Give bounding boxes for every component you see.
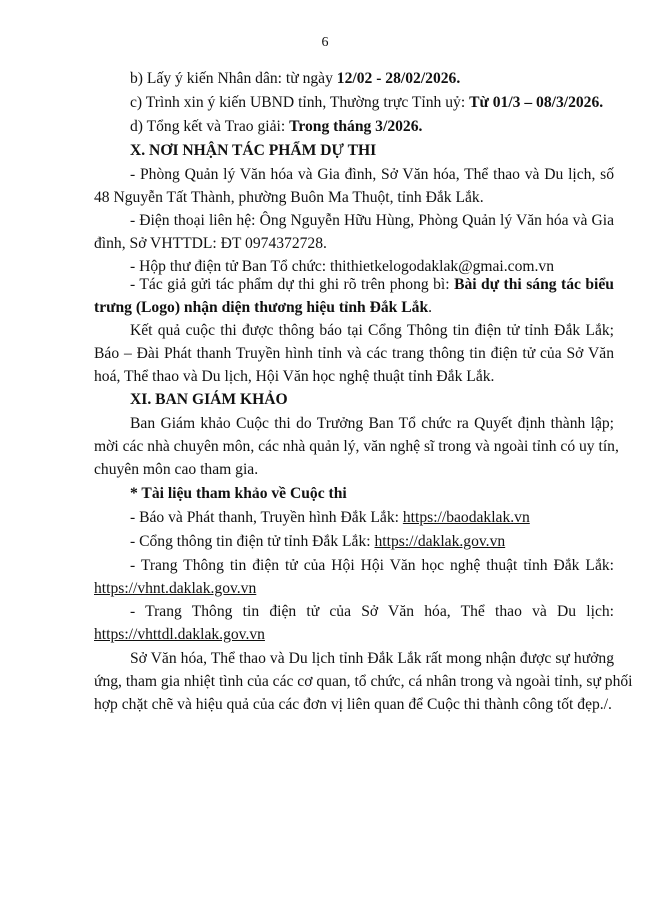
closing-line-2: ứng, tham gia nhiệt tình của các cơ quan, tổ chức, cá nhân trong và ngoài tỉnh, sự phối xyxy=(94,673,633,690)
references-heading: * Tài liệu tham khảo về Cuộc thi xyxy=(130,485,347,502)
jury-line-2: mời các nhà chuyên môn, các nhà quản lý, văn nghệ sĩ trong và ngoài tỉnh có uy tín, xyxy=(94,438,619,455)
section-x-heading: X. NƠI NHẬN TÁC PHẨM DỰ THI xyxy=(130,142,377,159)
reference-item-label: - Trang Thông tin điện tử của Sở Văn hóa, Thể thao và Du lịch: xyxy=(130,603,614,620)
page-number: 6 xyxy=(321,35,329,50)
reference-item: - Báo và Phát thanh, Truyền hình Đắk Lắk: https://baodaklak.vn xyxy=(130,509,530,526)
reference-link[interactable]: https://baodaklak.vn xyxy=(402,509,530,526)
closing-line-1: Sở Văn hóa, Thể thao và Du lịch tỉnh Đắk Lắk rất mong nhận được sự hưởng xyxy=(130,650,614,667)
closing-line-3: hợp chặt chẽ và hiệu quả của các đơn vị liên quan để Cuộc thi thành công tốt đẹp./. xyxy=(94,696,612,713)
reference-item: - Cổng thông tin điện tử tỉnh Đắk Lắk: https://daklak.gov.vn xyxy=(130,533,506,550)
reference-item-label: - Trang Thông tin điện tử của Hội Hội Văn học nghệ thuật tỉnh Đắk Lắk: xyxy=(130,557,614,574)
result-line-2: Báo – Đài Phát thanh Truyền hình tỉnh và các trang thông tin điện tử của Sở Văn xyxy=(94,345,614,362)
envelope-line-1: - Tác giả gửi tác phẩm dự thi ghi rõ trên phong bì: Bài dự thi sáng tác biểu xyxy=(130,276,614,293)
reference-item-link-row xyxy=(94,625,614,645)
jury-line-3: chuyên môn cao tham gia. xyxy=(94,461,259,478)
result-line-3: hoá, Thể thao và Du lịch, Hội Văn học nghệ thuật tỉnh Đắk Lắk. xyxy=(94,368,495,385)
reference-item-link-row xyxy=(94,579,614,599)
phone-line-2: đình, Sở VHTTDL: ĐT 0974372728. xyxy=(94,235,327,252)
reference-link[interactable]: https://daklak.gov.vn xyxy=(374,533,506,550)
reference-link[interactable]: https://vhttdl.daklak.gov.vn xyxy=(94,626,265,643)
phone-line-1: - Điện thoại liên hệ: Ông Nguyễn Hữu Hùng, Phòng Quản lý Văn hóa và Gia xyxy=(130,212,614,229)
schedule-item-b: b) Lấy ý kiến Nhân dân: từ ngày 12/02 - 28/02/2026. xyxy=(130,70,461,87)
result-line-1: Kết quả cuộc thi được thông báo tại Cổng Thông tin điện tử tỉnh Đắk Lắk; xyxy=(130,322,614,339)
email-line: - Hộp thư điện tử Ban Tổ chức: thithietkelogodaklak@gmai.com.vn xyxy=(130,258,554,275)
section-xi-heading: XI. BAN GIÁM KHẢO xyxy=(130,391,288,408)
envelope-line-2: trưng (Logo) nhận diện thương hiệu tỉnh Đắk Lắk. xyxy=(94,299,433,316)
reference-link[interactable]: https://vhnt.daklak.gov.vn xyxy=(94,580,257,597)
schedule-item-d: d) Tổng kết và Trao giải: Trong tháng 3/2026. xyxy=(130,118,423,135)
jury-line-1: Ban Giám khảo Cuộc thi do Trưởng Ban Tổ chức ra Quyết định thành lập; xyxy=(130,415,614,432)
schedule-item-c: c) Trình xin ý kiến UBND tỉnh, Thường trực Tỉnh uỷ: Từ 01/3 – 08/3/2026. xyxy=(130,94,604,111)
email-address[interactable]: thithietkelogodaklak@gmai.com.vn xyxy=(330,258,554,275)
office-address-line-2: 48 Nguyễn Tất Thành, phường Buôn Ma Thuột, tỉnh Đắk Lắk. xyxy=(94,189,484,206)
office-address-line-1: - Phòng Quản lý Văn hóa và Gia đình, Sở Văn hóa, Thể thao và Du lịch, số xyxy=(130,166,614,183)
